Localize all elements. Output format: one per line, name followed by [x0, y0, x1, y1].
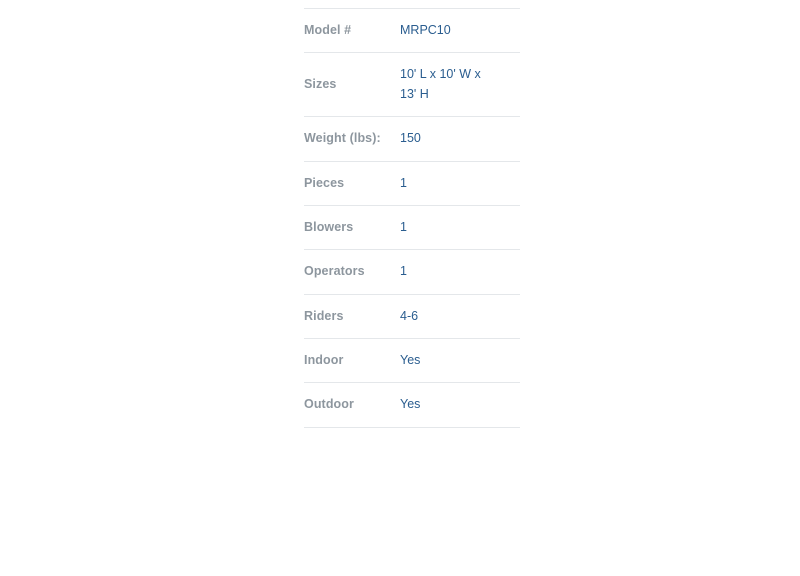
spec-value: MRPC10 [400, 23, 451, 37]
spec-value: Yes [400, 397, 421, 412]
table-row [304, 117, 520, 161]
table-row [304, 53, 520, 117]
specification-table [304, 8, 520, 428]
spec-label: Operators [304, 264, 365, 279]
spec-value: Yes [400, 353, 421, 367]
spec-value: 1 [400, 264, 407, 279]
specification-table-body [304, 9, 520, 428]
spec-value: 1 [400, 219, 407, 234]
spec-label: Riders [304, 308, 344, 323]
spec-label: Blowers [304, 219, 354, 234]
table-row [304, 383, 520, 427]
spec-label: Indoor [304, 353, 344, 367]
spec-label: Model # [304, 23, 352, 37]
table-row [304, 339, 520, 383]
table-row [304, 9, 520, 53]
spec-value: 4-6 [400, 308, 419, 323]
spec-label: Outdoor [304, 397, 354, 412]
table-row [304, 250, 520, 294]
table-row [304, 294, 520, 338]
spec-value: 150 [400, 131, 421, 146]
table-row [304, 205, 520, 249]
spec-value: 10' L x 10' W x 13' H [400, 67, 481, 101]
spec-value: 1 [400, 175, 407, 190]
spec-label: Sizes [304, 77, 337, 92]
spec-label: Pieces [304, 175, 345, 190]
spec-label: Weight (lbs): [304, 131, 381, 146]
table-row [304, 161, 520, 205]
